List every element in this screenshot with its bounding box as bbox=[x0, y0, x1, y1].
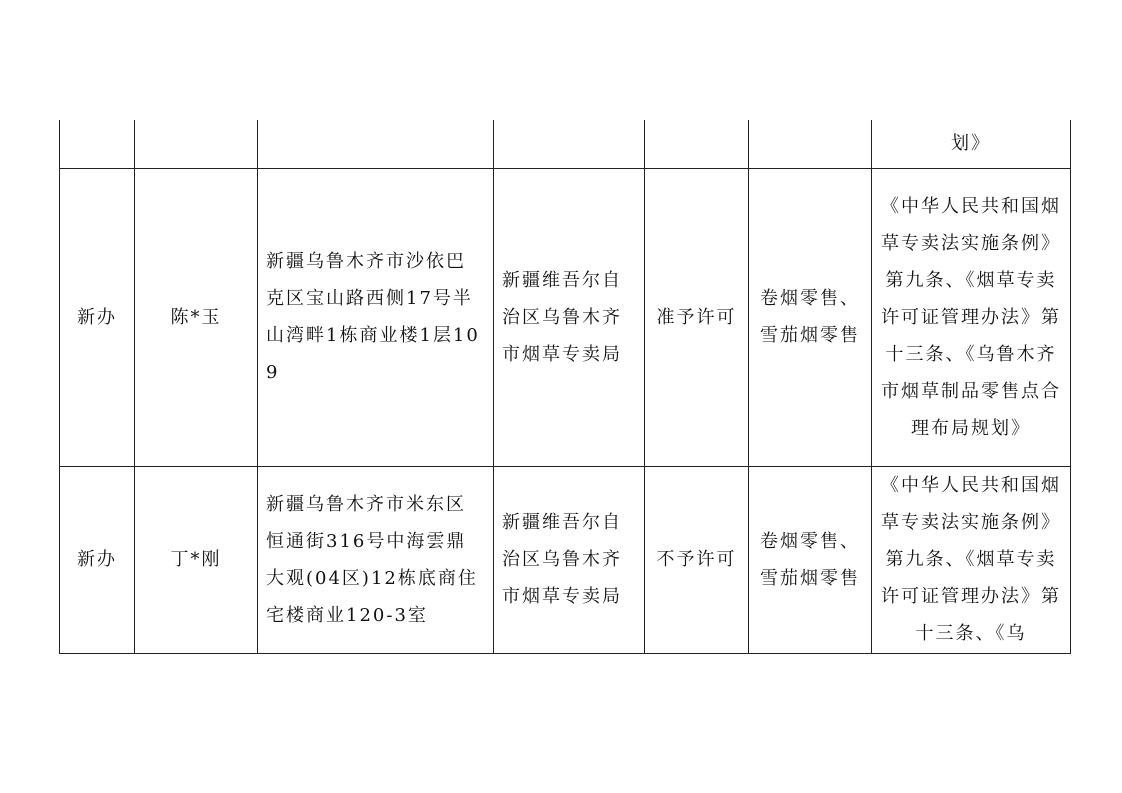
cell-scope bbox=[749, 120, 872, 168]
table-row bbox=[60, 466, 1071, 653]
cell-type bbox=[60, 120, 135, 168]
cell-authority bbox=[494, 120, 645, 168]
cell-decision bbox=[645, 120, 749, 168]
cell-decision: 不予许可 bbox=[645, 466, 749, 653]
cell-name: 陈*玉 bbox=[135, 168, 258, 466]
basis-text: 《中华人民共和国烟草专卖法实施条例》第九条、《烟草专卖许可证管理办法》第十三条、《乌鲁木齐市烟草制品零售点合理布局规划》 bbox=[881, 195, 1061, 439]
table-row bbox=[60, 120, 1071, 168]
cell-type: 新办 bbox=[60, 466, 135, 653]
scope-text: 卷烟零售、雪茄烟零售 bbox=[760, 288, 860, 346]
license-table bbox=[59, 120, 1071, 654]
table-row bbox=[60, 168, 1071, 466]
cell-address bbox=[258, 120, 494, 168]
basis-text: 《中华人民共和国烟草专卖法实施条例》第九条、《烟草专卖许可证管理办法》第十三条、《乌 bbox=[881, 474, 1061, 644]
cell-decision: 准予许可 bbox=[645, 168, 749, 466]
scope-text: 卷烟零售、雪茄烟零售 bbox=[760, 530, 860, 589]
cell-scope bbox=[749, 466, 872, 653]
address-text: 新疆乌鲁木齐市米东区恒通街316号中海雲鼎大观(04区)12栋底商住宅楼商业120-3室 bbox=[266, 493, 478, 626]
authority-text: 新疆维吾尔自治区乌鲁木齐市烟草专卖局 bbox=[502, 269, 622, 365]
cell-scope bbox=[749, 168, 872, 466]
cell-authority bbox=[494, 168, 645, 466]
authority-text: 新疆维吾尔自治区乌鲁木齐市烟草专卖局 bbox=[502, 512, 622, 607]
address-text: 新疆乌鲁木齐市沙依巴克区宝山路西侧17号半山湾畔1栋商业楼1层109 bbox=[266, 251, 480, 383]
cell-basis: 划》 bbox=[872, 120, 1071, 168]
cell-basis bbox=[872, 168, 1071, 466]
cell-address bbox=[258, 168, 494, 466]
cell-authority bbox=[494, 466, 645, 653]
cell-name: 丁*刚 bbox=[135, 466, 258, 653]
cell-basis bbox=[872, 466, 1071, 653]
cell-type: 新办 bbox=[60, 168, 135, 466]
cell-name bbox=[135, 120, 258, 168]
cell-address bbox=[258, 466, 494, 653]
